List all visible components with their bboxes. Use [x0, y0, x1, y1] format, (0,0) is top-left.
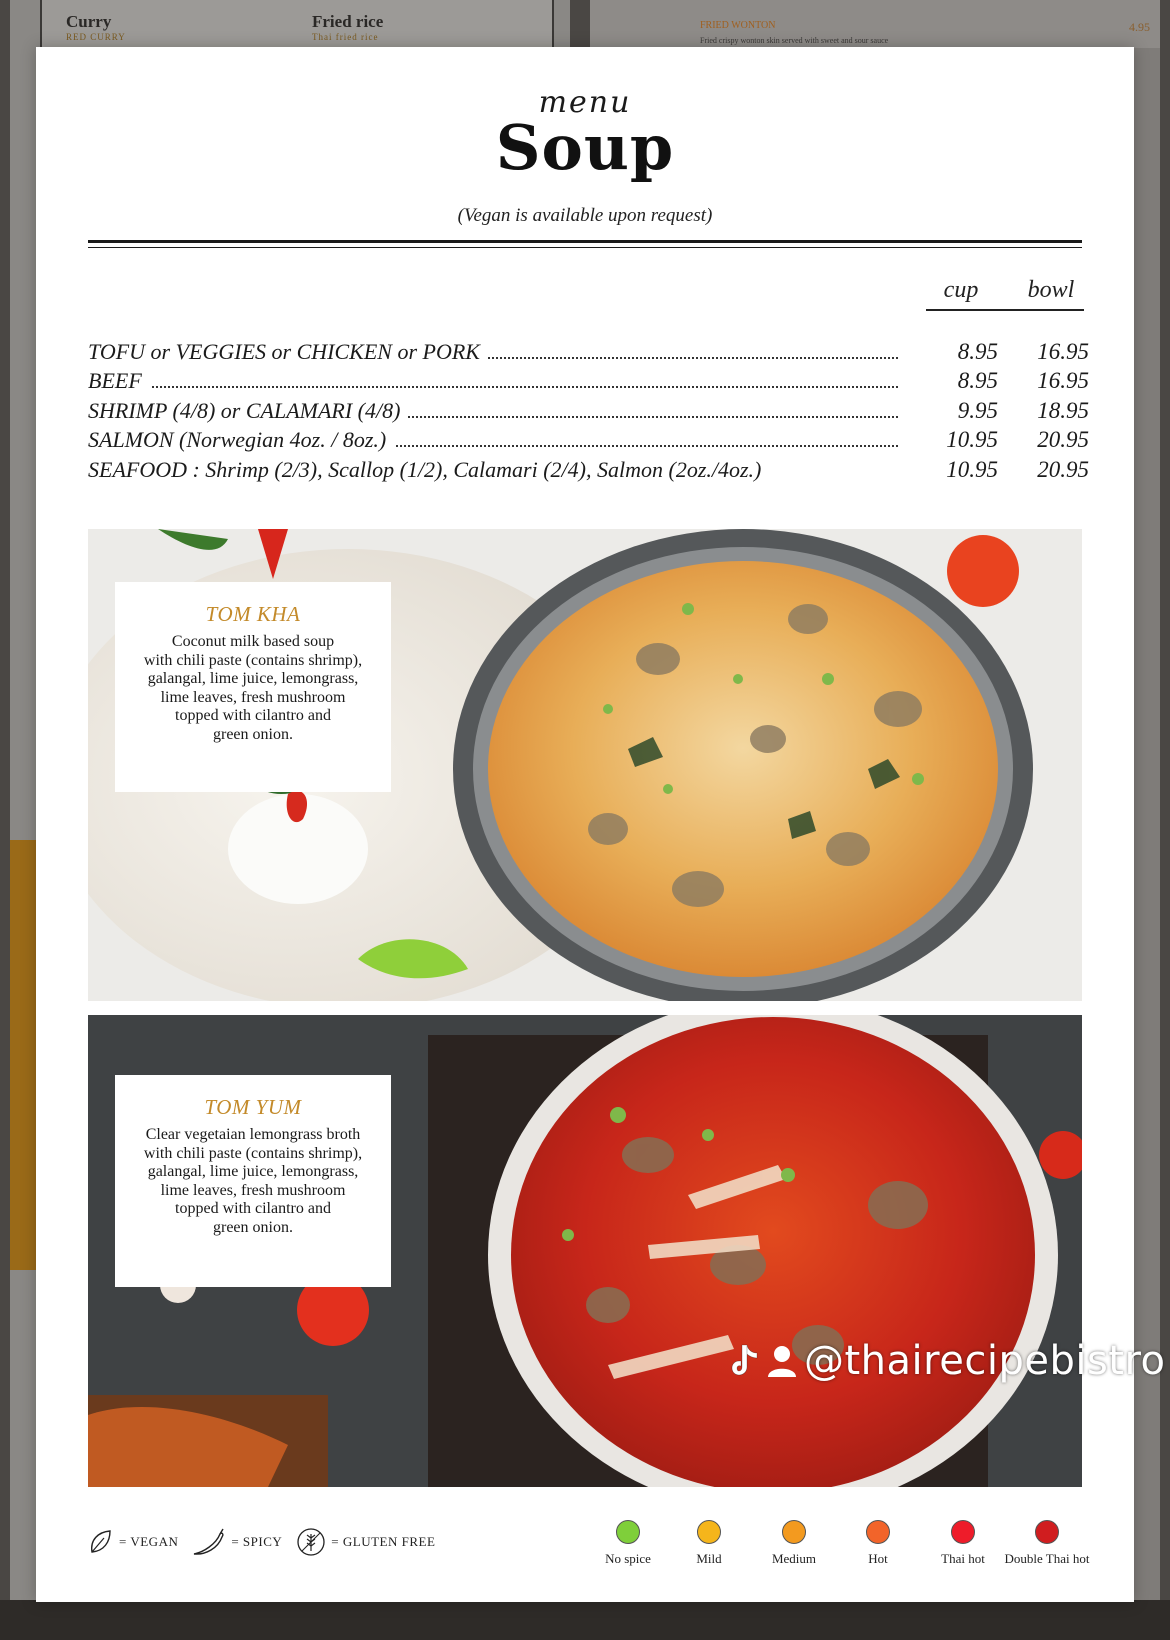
bg-item-curry: Curry RED CURRY — [66, 12, 126, 42]
tom-yum-caption — [115, 1075, 391, 1287]
tom-kha-caption — [115, 582, 391, 792]
desc-line: green onion. — [213, 725, 293, 743]
desc-line: with chili paste (contains shrimp), — [143, 651, 363, 669]
background-bottom — [0, 1600, 1170, 1640]
leader-dots — [88, 386, 898, 388]
spice-dot-mild — [697, 1520, 721, 1544]
bg-item-price: 4.95 — [1129, 20, 1150, 34]
legend-vegan — [88, 1528, 178, 1556]
spice-label: Double Thai hot — [1004, 1551, 1090, 1566]
dish-title: TOM YUM — [204, 1095, 302, 1119]
desc-line: Clear vegetaian lemongrass broth — [145, 1126, 361, 1143]
price-row — [88, 453, 1088, 483]
dish-description — [115, 1126, 391, 1237]
leaf-icon — [88, 1528, 114, 1556]
cup-price: 10.95 — [946, 456, 998, 482]
bowl-price: 20.95 — [1037, 456, 1089, 482]
background-orange-strip — [10, 840, 38, 1270]
desc-line: galangal, lime juice, lemongrass, — [147, 1163, 359, 1180]
spice-dot-hot — [866, 1520, 890, 1544]
desc-line: galangal, lime juice, lemongrass, — [147, 670, 359, 687]
spice-level-scale — [605, 1520, 1116, 1570]
desc-line: topped with cilantro and — [175, 707, 331, 724]
price-row — [88, 424, 1088, 454]
item-name: SALMON (Norwegian 4oz. / 8oz.) — [88, 427, 394, 453]
cup-price: 8.95 — [957, 368, 998, 393]
dish-title: TOM KHA — [205, 602, 301, 626]
legend-spicy — [192, 1528, 282, 1556]
divider — [88, 240, 1082, 243]
tiktok-icon — [730, 1343, 760, 1379]
cup-price: 9.95 — [957, 397, 998, 423]
spice-label: Thai hot — [941, 1551, 985, 1566]
legend-gluten-free — [296, 1527, 435, 1557]
watermark-handle: @thairecipebistro — [804, 1338, 1166, 1384]
bowl-price: 16.95 — [1037, 338, 1089, 364]
dish-description — [115, 633, 391, 744]
background-left-header — [40, 0, 554, 48]
dietary-legend — [88, 1527, 449, 1557]
background-right-header — [590, 0, 1160, 48]
tom-yum-photo — [88, 1015, 1082, 1487]
column-header-cup: cup — [943, 277, 979, 303]
column-underline — [926, 309, 1084, 311]
bowl-price: 16.95 — [1037, 368, 1089, 393]
cup-price: 10.95 — [946, 427, 998, 452]
price-row — [88, 335, 1088, 365]
spice-label: No spice — [605, 1551, 651, 1566]
tom-kha-photo — [88, 529, 1082, 1001]
wheat-icon — [296, 1527, 326, 1557]
legend-vegan-label: = VEGAN — [119, 1534, 179, 1549]
spice-dot-double-thai-hot — [1035, 1520, 1059, 1544]
legend-gluten-free-label: = GLUTEN FREE — [331, 1534, 436, 1549]
item-name: BEEF — [88, 368, 150, 394]
desc-line: Coconut milk based soup — [171, 633, 335, 650]
bg-item-desc: Fried crispy wonton skin served with sweet and sour sauce — [700, 36, 889, 45]
desc-line: topped with cilantro and — [175, 1200, 331, 1217]
divider — [88, 247, 1082, 248]
legend-spicy-label: = SPICY — [231, 1534, 283, 1549]
desc-line: lime leaves, fresh mushroom — [160, 1181, 346, 1199]
desc-line: with chili paste (contains shrimp), — [143, 1144, 363, 1162]
chili-icon — [192, 1528, 226, 1556]
bowl-price: 18.95 — [1037, 397, 1089, 423]
page-subtitle: (Vegan is available upon request) — [457, 205, 713, 226]
price-list — [88, 335, 1088, 483]
spice-label: Hot — [868, 1551, 888, 1566]
item-name: TOFU or VEGGIES or CHICKEN or PORK — [88, 339, 488, 365]
bg-item-fried-rice: Fried rice Thai fried rice — [312, 12, 384, 42]
item-name: SEAFOOD : Shrimp (2/3), Scallop (1/2), Calamari (2/4), Salmon (2oz./4oz.) — [88, 457, 769, 483]
menu-script-label: menu — [538, 85, 632, 120]
spice-dot-medium — [782, 1520, 806, 1544]
spice-label: Mild — [696, 1551, 722, 1566]
watermark — [730, 1338, 1166, 1384]
spice-dot-thai-hot — [951, 1520, 975, 1544]
desc-line: lime leaves, fresh mushroom — [160, 688, 346, 706]
profile-icon — [766, 1344, 798, 1378]
page-title: Soup — [495, 111, 675, 184]
desc-line: green onion. — [213, 1218, 293, 1236]
price-row — [88, 365, 1088, 395]
spice-label: Medium — [771, 1551, 817, 1566]
bg-item-fried-wonton: FRIED WONTON — [700, 20, 776, 31]
price-row — [88, 394, 1088, 424]
column-header-bowl: bowl — [1027, 277, 1075, 303]
cup-price: 8.95 — [957, 338, 998, 364]
item-name: SHRIMP (4/8) or CALAMARI (4/8) — [88, 398, 408, 424]
spice-dot-no-spice — [616, 1520, 640, 1544]
bowl-price: 20.95 — [1037, 427, 1089, 452]
